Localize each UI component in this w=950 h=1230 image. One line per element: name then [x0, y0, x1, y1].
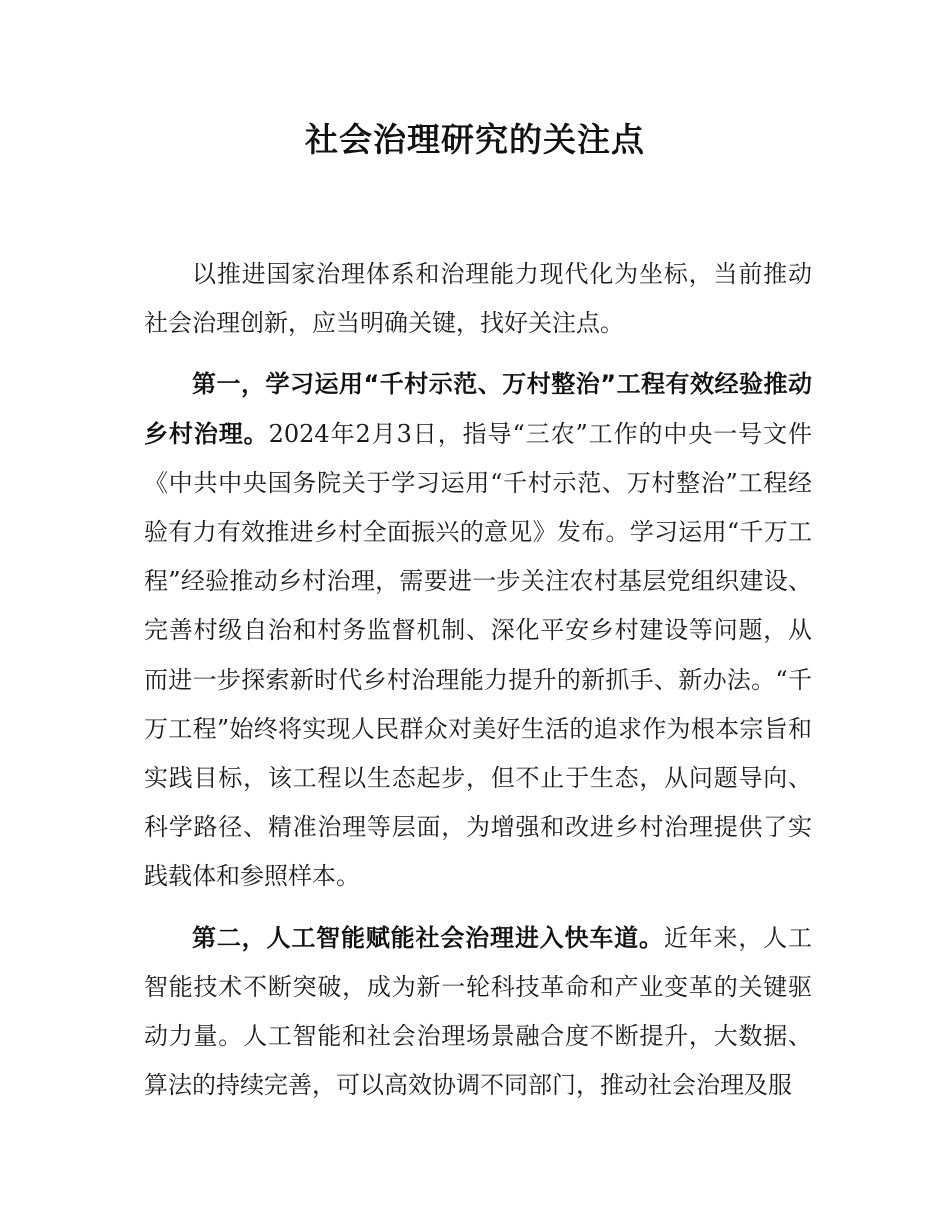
paragraph-text: 以推进国家治理体系和治理能力现代化为坐标，当前推动社会治理创新，应当明确关键，找好关注点。	[144, 260, 812, 338]
paragraph-rural-governance	[144, 360, 812, 901]
document-body	[144, 250, 812, 1122]
paragraph-lead-heading: 第二，人工智能赋能社会治理进入快车道。	[192, 923, 664, 952]
paragraph-text: 近年来，人工智能技术不断突破，成为新一轮科技革命和产业变革的关键驱动力量。人工智能和社会治理场景融合度不断提升，大数据、算法的持续完善，可以高效协调不同部门，推动社会治理及服	[144, 923, 813, 1100]
document-title: 社会治理研究的关注点	[305, 120, 645, 159]
paragraph-text: 2024年2月3日，指导“三农”工作的中央一号文件《中共中央国务院关于学习运用“千村示范、万村整治”工程经验有力有效推进乡村全面振兴的意见》发布。学习运用“千万工程”经验推动乡村治理，需要进一步关注农村基层党组织建设、完善村级自治和村务监督机制、深化平安乡村建设等问题，从而进一步探索新时代乡村治理能力提升的新抓手、新办法。“千万工程”始终将实现人民群众对美好生活的追求作为根本宗旨和实践目标，该工程以生态起步，但不止于生态，从问题导向、科学路径、精准治理等层面，为增强和改进乡村治理提供了实践载体和参照样本。	[144, 419, 813, 891]
paragraph-intro	[144, 250, 812, 348]
paragraph-lead-heading: 第一，学习运用“千村示范、万村整治”工程有效经验推动乡村治理。	[144, 370, 812, 448]
paragraph-ai-governance	[144, 914, 812, 1111]
